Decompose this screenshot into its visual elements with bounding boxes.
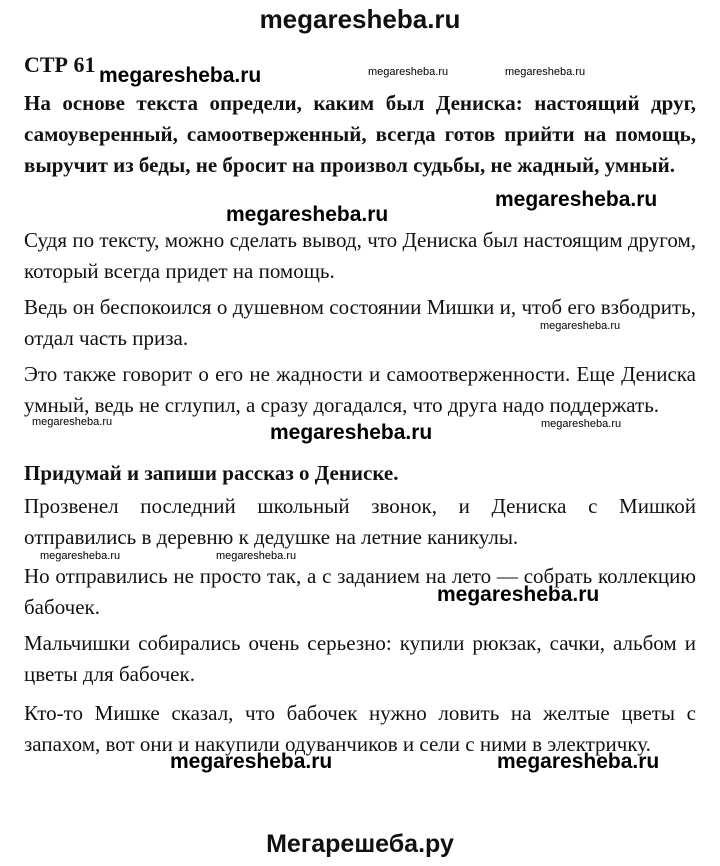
watermark: megaresheba.ru [170,750,333,773]
story-paragraph-4: Кто-то Мишке сказал, что бабочек нужно ловить на желтые цветы с запахом, вот они и накупили одуванчиков и сели с ними в электричку. [24,701,696,756]
story-paragraph-1: Прозвенел последний школьный звонок, и Дениска с Мишкой отправились в деревню к дедушке на летние каникулы. [24,494,696,549]
story-paragraph-2: Но отправились не просто так, а с заданием на лето — собрать коллекцию бабочек. [24,564,696,619]
task2-question: Придумай и запиши рассказ о Дениске. [24,461,399,485]
watermark: megaresheba.ru [497,750,660,773]
watermark: megaresheba.ru [495,188,658,211]
story-paragraph-3: Мальчишки собирались очень серьезно: купили рюкзак, сачки, альбом и цветы для бабочек. [24,631,696,686]
watermark: megaresheba.ru [505,66,586,78]
task1-answer-3: Это также говорит о его не жадности и самоотверженности. Еще Дениска умный, ведь не сглупил, а сразу догадался, что друга надо поддержать. [24,362,696,417]
watermark: megaresheba.ru [437,583,600,606]
task1-question: На основе текста определи, каким был Дениска: настоящий друг, самоуверенный, самоотверженный, всегда готов прийти на помощь, выручит из беды, не бросит на произвол судьбы, не жадный, умный. [24,91,696,177]
watermark: megaresheba.ru [541,418,622,430]
site-header: megaresheba.ru [259,4,461,34]
task1-answer-1: Судя по тексту, можно сделать вывод, что Дениска был настоящим другом, который всегда придет на помощь. [24,228,696,283]
watermark: megaresheba.ru [216,550,297,562]
watermark: megaresheba.ru [270,421,433,444]
watermark: megaresheba.ru [368,66,449,78]
watermark: megaresheba.ru [99,64,262,87]
watermark: megaresheba.ru [540,320,621,332]
watermark: megaresheba.ru [226,203,389,226]
watermark: megaresheba.ru [40,550,121,562]
watermark: megaresheba.ru [32,416,113,428]
page-label: СТР 61 [24,52,96,77]
site-footer: Мегарешеба.ру [266,830,454,858]
task1-answer-2: Ведь он беспокоился о душевном состоянии Мишки и, чтоб его взбодрить, отдал часть приза. [24,295,696,350]
